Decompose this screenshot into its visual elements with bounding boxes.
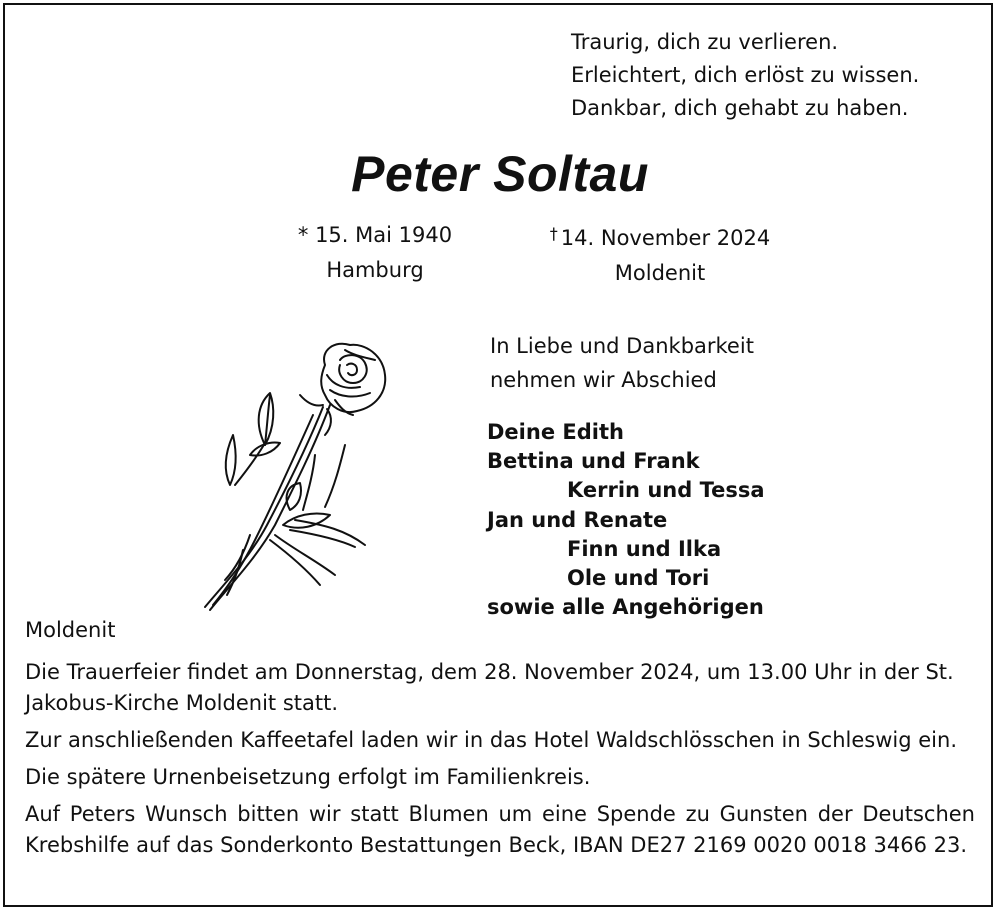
poem-line: Erleichtert, dich erlöst zu wissen. xyxy=(571,63,920,87)
birth-date: * 15. Mai 1940 xyxy=(297,223,453,247)
farewell-text xyxy=(490,329,754,397)
birth-place: Hamburg xyxy=(326,258,424,282)
notices xyxy=(25,657,975,867)
family-member: Deine Edith xyxy=(487,420,624,444)
ceremony-notice: Die Trauerfeier findet am Donnerstag, dem 28. November 2024, um 13.00 Uhr in der St. Jakobus-Kirche Moldenit statt. xyxy=(25,660,954,715)
family-member: Bettina und Frank xyxy=(487,449,700,474)
family-list xyxy=(487,418,765,622)
family-member: Finn und Ilka xyxy=(567,536,722,561)
poem-line: Traurig, dich zu verlieren. xyxy=(571,30,839,54)
poem-line: Dankbar, dich gehabt zu haben. xyxy=(571,96,909,120)
coffee-notice: Zur anschließenden Kaffeetafel laden wir in das Hotel Waldschlösschen in Schleswig ein. xyxy=(25,728,957,752)
family-member: Ole und Tori xyxy=(567,566,710,591)
birth-block xyxy=(275,218,475,288)
death-place: Moldenit xyxy=(614,261,706,285)
deceased-name: Peter Soltau xyxy=(351,146,649,202)
death-block xyxy=(530,216,790,291)
family-member: sowie alle Angehörigen xyxy=(487,595,764,620)
family-member: Jan und Renate xyxy=(487,507,668,532)
location: Moldenit xyxy=(25,618,116,642)
farewell-line: In Liebe und Dankbarkeit xyxy=(490,334,754,358)
urn-notice: Die spätere Urnenbeisetzung erfolgt im Familienkreis. xyxy=(25,765,591,789)
poem xyxy=(571,26,919,125)
family-member: Kerrin und Tessa xyxy=(567,478,765,503)
donation-notice: Auf Peters Wunsch bitten wir statt Blumen um eine Spende zu Gunsten der Deutschen Krebshilfe auf das Sonderkonto Bestattungen Beck, IBAN DE27 2169 0020 0018 3466 23. xyxy=(25,802,975,857)
rose-icon xyxy=(195,335,395,615)
farewell-line: nehmen wir Abschied xyxy=(490,368,717,392)
dagger-icon: † xyxy=(549,224,558,243)
death-date: 14. November 2024 xyxy=(560,226,771,250)
